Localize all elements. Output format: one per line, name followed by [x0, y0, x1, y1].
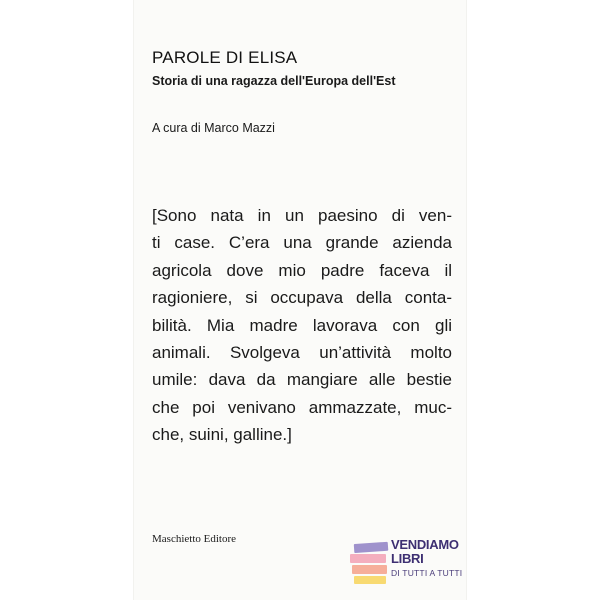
watermark-line-3: DI TUTTI A TUTTI [391, 568, 463, 578]
book-stack-icon [350, 539, 390, 585]
quote-line: [Sono nata in un paesino di ven- [152, 206, 452, 225]
publisher-name: Maschietto Editore [152, 533, 237, 545]
quote-line: animali. Svolgeva un’attività molto [152, 343, 452, 363]
quote-line: ragioniere, si occupava della conta- [152, 288, 452, 308]
book-title: PAROLE DI ELISA [152, 48, 298, 67]
blurb-quote [152, 202, 452, 449]
quote-line: ti case. C’era una grande azienda [152, 233, 452, 253]
quote-line: che, suini, galline.] [152, 425, 292, 445]
vendiamo-libri-watermark [350, 537, 465, 587]
book-subtitle: Storia di una ragazza dell'Europa dell'Est [152, 74, 396, 88]
quote-line: umile: dava da mangiare alle bestie [152, 370, 452, 390]
editor-credit: A cura di Marco Mazzi [152, 121, 275, 135]
quote-line: bilità. Mia madre lavorava con gli [152, 315, 452, 335]
quote-line: agricola dove mio padre faceva il [152, 260, 452, 280]
quote-line: che poi venivano ammazzate, muc- [152, 397, 452, 417]
watermark-line-2: LIBRI [391, 551, 424, 566]
watermark-line-1: VENDIAMO [391, 537, 459, 552]
